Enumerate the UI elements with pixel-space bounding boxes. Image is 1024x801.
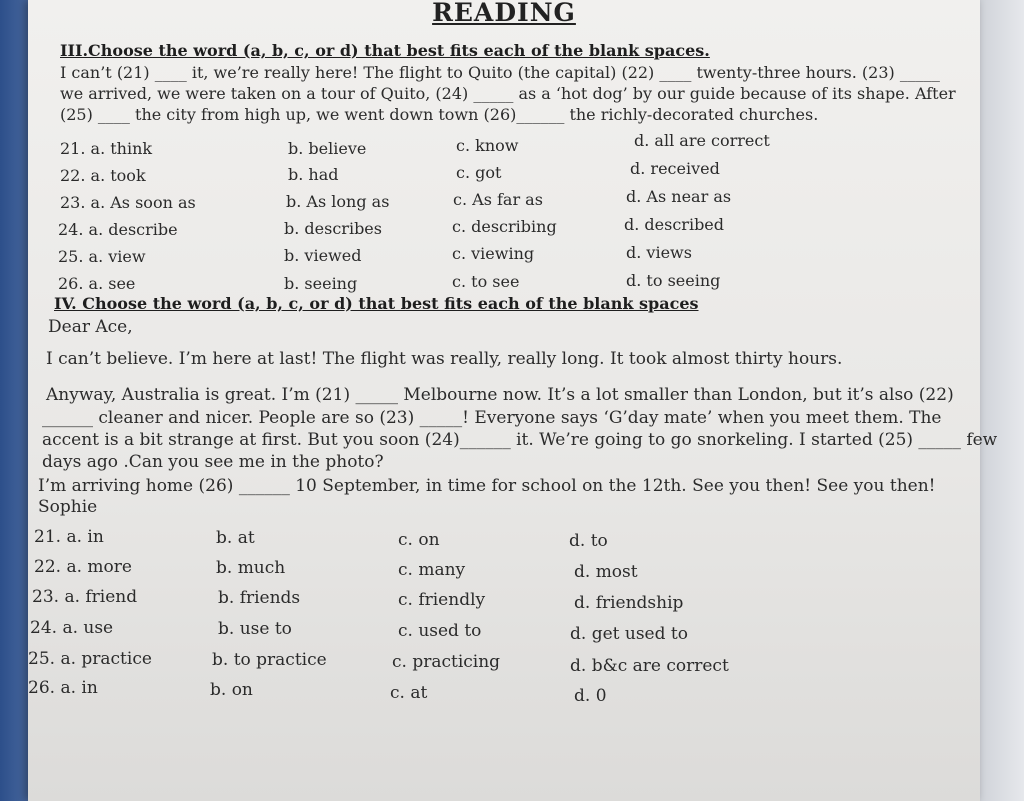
iv-q21-option-b: b. at <box>216 528 255 548</box>
page-title: READING <box>432 0 576 27</box>
q25-option-b: b. viewed <box>284 246 362 265</box>
iv-q23-option-b: b. friends <box>218 588 301 608</box>
letter-line: accent is a bit strange at first. But you soon (24)______ it. We’re going to go snorkeling. I started (25) _____ few <box>42 430 998 450</box>
iv-q22-option-d: d. most <box>574 562 638 582</box>
q26-option-c: c. to see <box>452 272 520 291</box>
iv-q23-option-c: c. friendly <box>398 590 486 610</box>
iv-q24-option-b: b. use to <box>218 619 292 639</box>
iv-q22-option-c: c. many <box>398 560 466 580</box>
letter-signature: Sophie <box>38 497 98 517</box>
iv-q26-option-b: b. on <box>210 680 253 700</box>
q23-option-d: d. As near as <box>626 187 732 206</box>
q22-option-a: 22. a. took <box>60 166 146 185</box>
iv-q23-option-d: d. friendship <box>574 593 684 613</box>
letter-line: I can’t believe. I’m here at last! The flight was really, really long. It took almost thirty hours. <box>46 349 843 369</box>
section-3-heading: III.Choose the word (a, b, c, or d) that best fits each of the blank spaces. <box>60 41 710 60</box>
iv-q22-option-a: 22. a. more <box>34 557 132 577</box>
q23-option-a: 23. a. As soon as <box>60 193 196 212</box>
iv-q21-option-c: c. on <box>398 530 440 550</box>
iv-q24-option-a: 24. a. use <box>30 618 114 638</box>
iv-q21-option-d: d. to <box>569 531 608 551</box>
iv-q24-option-d: d. get used to <box>570 624 688 644</box>
section-3-passage-line: (25) ____ the city from high up, we went down town (26)______ the richly-decorated churches. <box>60 105 819 124</box>
iv-q25-option-c: c. practicing <box>392 652 501 672</box>
iv-q25-option-d: d. b&c are correct <box>570 656 729 676</box>
iv-q26-option-c: c. at <box>390 683 428 703</box>
iv-q24-option-c: c. used to <box>398 621 482 641</box>
letter-greeting: Dear Ace, <box>48 317 133 337</box>
q21-option-d: d. all are correct <box>634 131 770 150</box>
section-3-passage-line: we arrived, we were taken on a tour of Quito, (24) _____ as a ‘hot dog’ by our guide because of its shape. After <box>60 84 956 103</box>
iv-q25-option-b: b. to practice <box>212 650 327 670</box>
iv-q23-option-a: 23. a. friend <box>32 587 138 607</box>
q21-option-b: b. believe <box>288 139 367 158</box>
iv-q21-option-a: 21. a. in <box>34 527 104 547</box>
letter-line: Anyway, Australia is great. I’m (21) _____ Melbourne now. It’s a lot smaller than London, but it’s also (22) <box>46 385 954 405</box>
letter-line: ______ cleaner and nicer. People are so (23) _____! Everyone says ‘G’day mate’ when you meet them. The <box>42 408 942 428</box>
q26-option-a: 26. a. see <box>58 274 136 293</box>
q25-option-d: d. views <box>626 243 692 262</box>
q25-option-c: c. viewing <box>452 244 535 263</box>
letter-line: I’m arriving home (26) ______ 10 September, in time for school on the 12th. See you then! See you then! <box>38 476 936 496</box>
q23-option-c: c. As far as <box>453 190 543 209</box>
desk-background-right <box>978 0 1024 801</box>
q23-option-b: b. As long as <box>286 192 390 211</box>
q24-option-d: d. described <box>624 215 725 234</box>
q26-option-b: b. seeing <box>284 274 358 293</box>
iv-q22-option-b: b. much <box>216 558 286 578</box>
iv-q25-option-a: 25. a. practice <box>28 649 152 669</box>
section-4-heading: IV. Choose the word (a, b, c, or d) that best fits each of the blank spaces <box>54 294 699 313</box>
iv-q26-option-d: d. 0 <box>574 686 607 706</box>
worksheet-page <box>28 0 998 801</box>
q24-option-a: 24. a. describe <box>58 220 178 239</box>
q24-option-b: b. describes <box>284 219 382 238</box>
q22-option-d: d. received <box>630 159 720 178</box>
q21-option-a: 21. a. think <box>60 139 153 158</box>
section-3-passage-line: I can’t (21) ____ it, we’re really here! The flight to Quito (the capital) (22) ____ twenty-three hours. (23) _____ <box>60 63 940 82</box>
iv-q26-option-a: 26. a. in <box>28 678 98 698</box>
q21-option-c: c. know <box>456 136 519 155</box>
q24-option-c: c. describing <box>452 217 557 236</box>
q25-option-a: 25. a. view <box>58 247 146 266</box>
q26-option-d: d. to seeing <box>626 271 721 290</box>
q22-option-b: b. had <box>288 165 339 184</box>
letter-line: days ago .Can you see me in the photo? <box>42 452 384 472</box>
q22-option-c: c. got <box>456 163 502 182</box>
